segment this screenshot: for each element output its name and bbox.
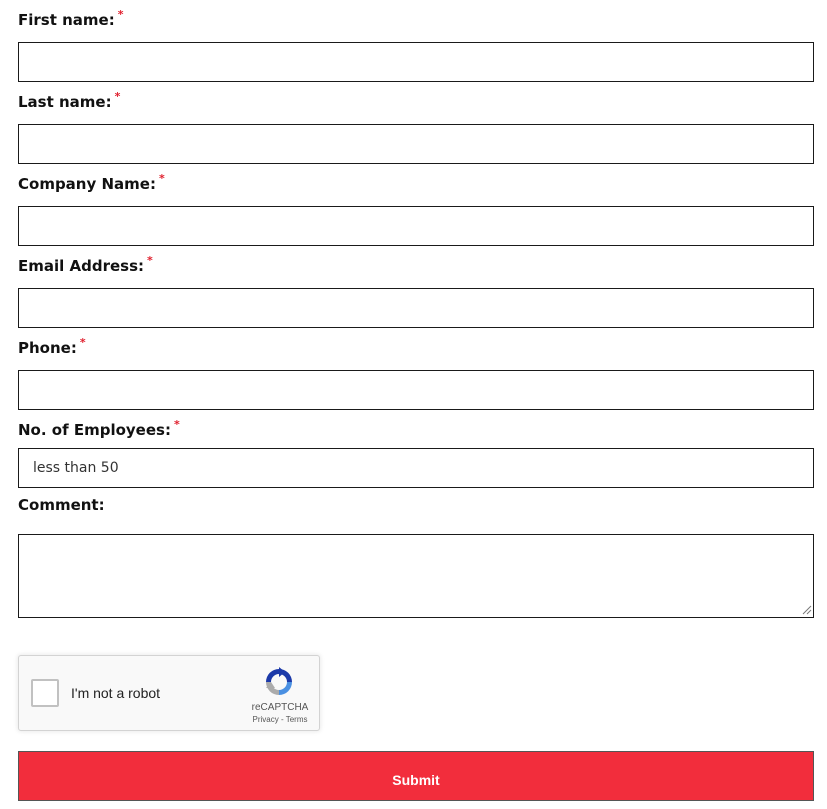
- company-name-label: Company Name: *: [18, 172, 165, 193]
- required-marker: *: [79, 336, 86, 349]
- employees-label: No. of Employees: *: [18, 418, 180, 439]
- last-name-input[interactable]: [18, 124, 814, 164]
- required-marker: *: [114, 90, 121, 103]
- employees-select[interactable]: [18, 448, 814, 488]
- phone-input[interactable]: [18, 370, 814, 410]
- resize-grip-icon[interactable]: [802, 605, 812, 615]
- required-marker: *: [147, 254, 153, 267]
- required-marker: *: [173, 418, 180, 431]
- comment-textarea[interactable]: [18, 534, 814, 618]
- required-marker: *: [158, 172, 165, 185]
- last-name-label: Last name: *: [18, 90, 121, 111]
- email-address-input[interactable]: [18, 288, 814, 328]
- recaptcha-logo-icon: [263, 666, 295, 698]
- first-name-label: First name: *: [18, 8, 124, 29]
- recaptcha-terms-link[interactable]: Terms: [285, 715, 308, 724]
- first-name-input[interactable]: [18, 42, 814, 82]
- recaptcha-links: [239, 715, 321, 724]
- company-name-input[interactable]: [18, 206, 814, 246]
- submit-button[interactable]: Submit: [18, 751, 814, 801]
- email-address-label: Email Address: *: [18, 254, 153, 275]
- employees-selected-value: less than 50: [33, 460, 119, 476]
- recaptcha-brand: reCAPTCHA: [251, 702, 309, 713]
- recaptcha-widget: [18, 655, 320, 731]
- recaptcha-privacy-link[interactable]: Privacy: [252, 715, 279, 724]
- recaptcha-links-separator: -: [278, 715, 286, 724]
- recaptcha-label: I'm not a robot: [71, 685, 161, 701]
- phone-label: Phone: *: [18, 336, 86, 357]
- comment-label: Comment:: [18, 496, 105, 514]
- required-marker: *: [117, 8, 124, 21]
- recaptcha-checkbox[interactable]: [31, 679, 59, 707]
